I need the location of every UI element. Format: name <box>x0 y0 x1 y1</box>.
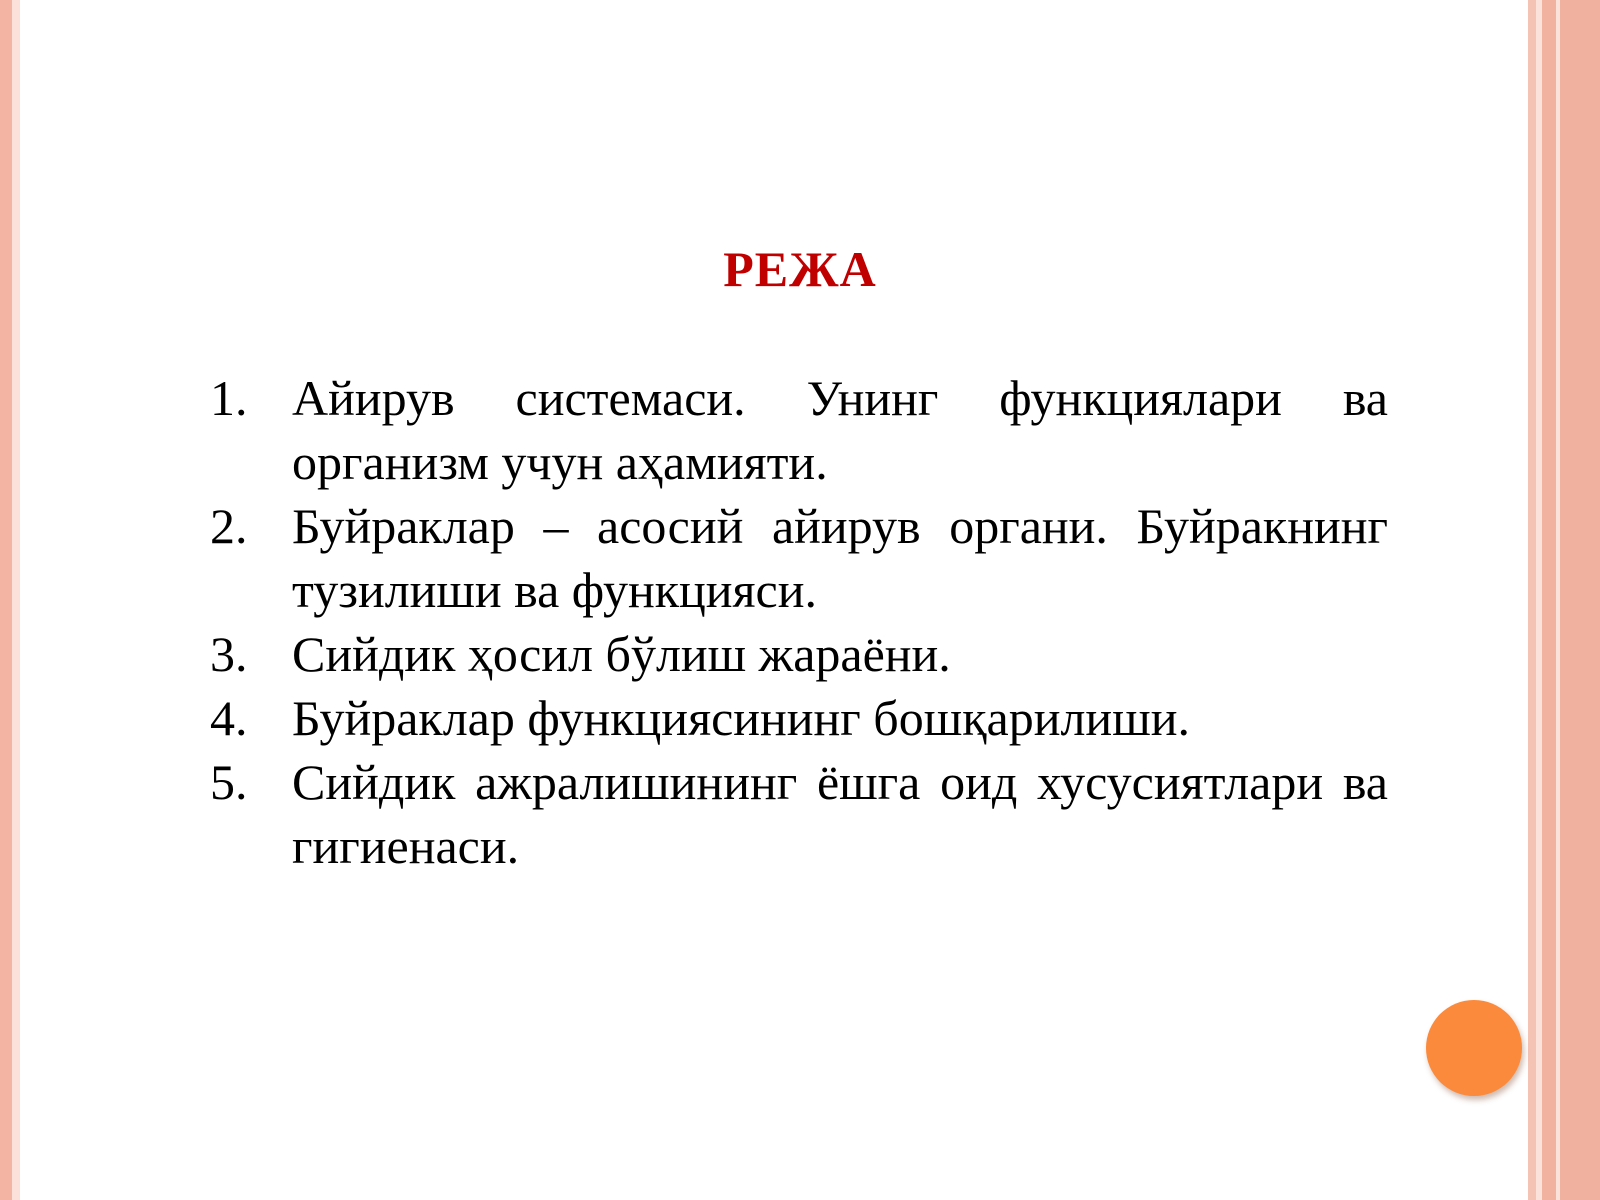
item-text: Буйраклар – асосий айирув органи. Буйракнинг тузилиши ва функцияси. <box>292 498 1388 618</box>
item-number: 5. <box>210 754 248 810</box>
plan-item <box>210 750 1388 878</box>
plan-item <box>210 494 1388 622</box>
plan-item <box>210 622 1388 686</box>
left-border-decoration <box>0 0 20 1200</box>
plan-item <box>210 366 1388 494</box>
orange-circle-decoration <box>1426 1000 1522 1096</box>
slide-title: РЕЖА <box>723 241 877 297</box>
plan-item <box>210 686 1388 750</box>
right-border-stripe <box>1542 0 1556 1200</box>
item-number: 4. <box>210 690 248 746</box>
item-number: 2. <box>210 498 248 554</box>
item-text: Сийдик ҳосил бўлиш жараёни. <box>292 626 951 682</box>
right-border-stripe <box>1528 0 1536 1200</box>
plan-list <box>210 366 1388 878</box>
item-text: Сийдик ажралишининг ёшга оид хусусиятлари ва гигиенаси. <box>292 754 1388 874</box>
item-text: Буйраклар функциясининг бошқарилиши. <box>292 690 1190 746</box>
right-border-stripe <box>1560 0 1600 1200</box>
item-text: Айирув системаси. Унинг функциялари ва организм учун аҳамияти. <box>292 370 1388 490</box>
item-number: 1. <box>210 370 248 426</box>
item-number: 3. <box>210 626 248 682</box>
